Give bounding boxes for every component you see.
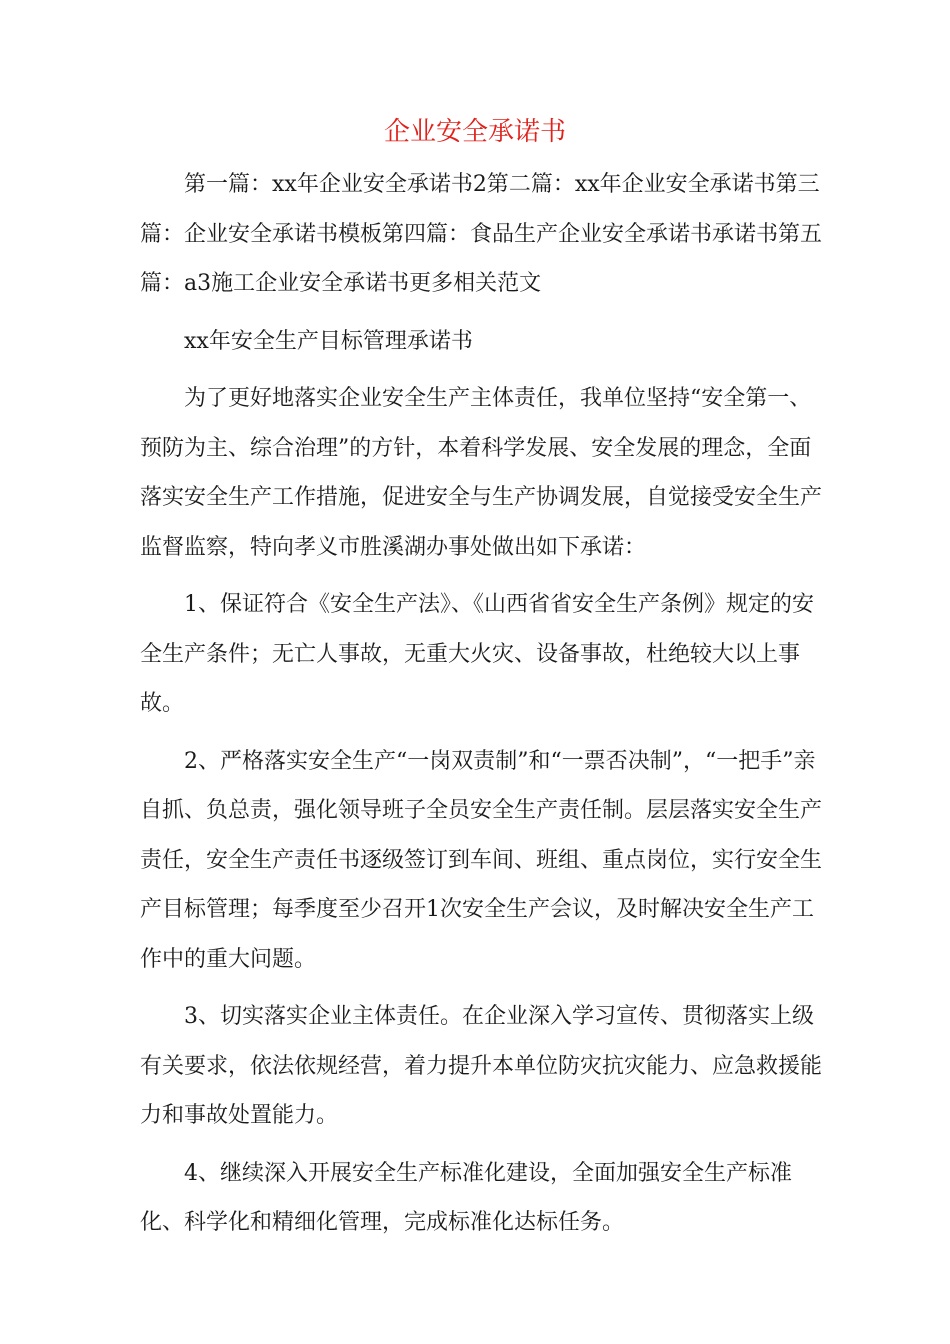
paragraph-item-3: 3、切实落实企业主体责任。在企业深入学习宣传、贯彻落实上级有关要求，依法依规经营，着力提升本单位防灾抗灾能力、应急救援能力和事故处置能力。: [140, 1004, 823, 1128]
paragraph-subtitle: xx年安全生产目标管理承诺书: [184, 328, 473, 354]
paragraph-item-4: 4、继续深入开展安全生产标准化建设，全面加强安全生产标准化、科学化和精细化管理，完成标准化达标任务。: [140, 1160, 792, 1235]
paragraph-item-2: 2、严格落实安全生产“一岗双责制”和“一票否决制”，“一把手”亲自抓、负总责，强化领导班子全员安全生产责任制。层层落实安全生产责任，安全生产责任书逐级签订到车间、班组、重点岗位，实行安全生产目标管理；每季度至少召开1次安全生产会议，及时解决安全生产工作中的重大问题。: [140, 748, 823, 972]
document-title: 企业安全承诺书: [383, 117, 566, 147]
paragraph-item-1: 1、保证符合《安全生产法》、《山西省省安全生产条例》规定的安全生产条件；无亡人事故，无重大火灾、设备事故，杜绝较大以上事故。: [140, 592, 814, 716]
paragraph-contents-list: 第一篇：xx年企业安全承诺书2第二篇：xx年企业安全承诺书第三篇：企业安全承诺书模板第四篇：食品生产企业安全承诺书承诺书第五篇：a3施工企业安全承诺书更多相关范文: [140, 172, 823, 296]
paragraph-intro: 为了更好地落实企业安全生产主体责任，我单位坚持“安全第一、预防为主、综合治理”的方针，本着科学发展、安全发展的理念，全面落实安全生产工作措施，促进安全与生产协调发展，自觉接受安全生产监督监察，特向孝义市胜溪湖办事处做出如下承诺：: [140, 386, 823, 560]
document-body: [140, 160, 830, 1248]
